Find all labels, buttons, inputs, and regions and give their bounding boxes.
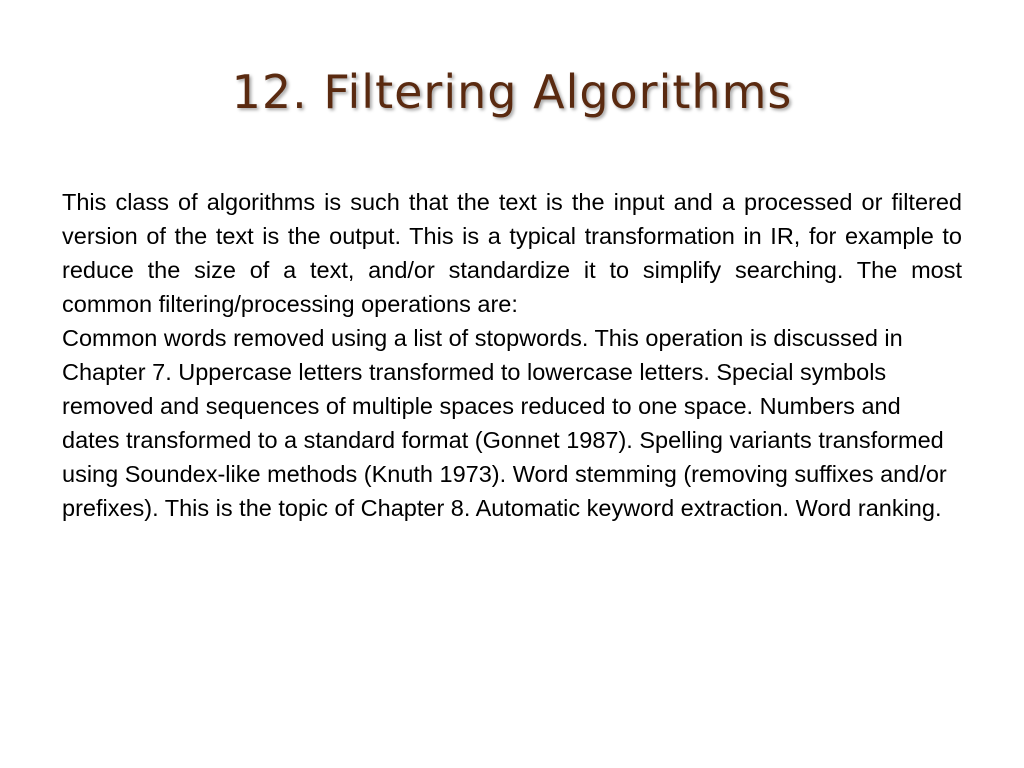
operations-paragraph: Common words removed using a list of stopwords. This operation is discussed in Chapter 7. Uppercase letters transformed to lowercase letters. Special symbols removed and sequences of multiple spaces reduced to one space. Numbers and dates transformed to a standard format (Gonnet 1987). Spelling variants transformed using Soundex-like methods (Knuth 1973). Word stemming (removing suffixes and/or prefixes). This is the topic of Chapter 8. Automatic keyword extraction. Word ranking. xyxy=(62,325,947,521)
slide-title: 12. Filtering Algorithms xyxy=(231,65,793,119)
slide-body xyxy=(62,185,962,525)
intro-paragraph: This class of algorithms is such that the text is the input and a processed or filtered version of the text is the output. This is a typical transformation in IR, for example to reduce the size of a text, and/or standardize it to simplify searching. The most common filtering/processing operations are: xyxy=(62,189,962,317)
